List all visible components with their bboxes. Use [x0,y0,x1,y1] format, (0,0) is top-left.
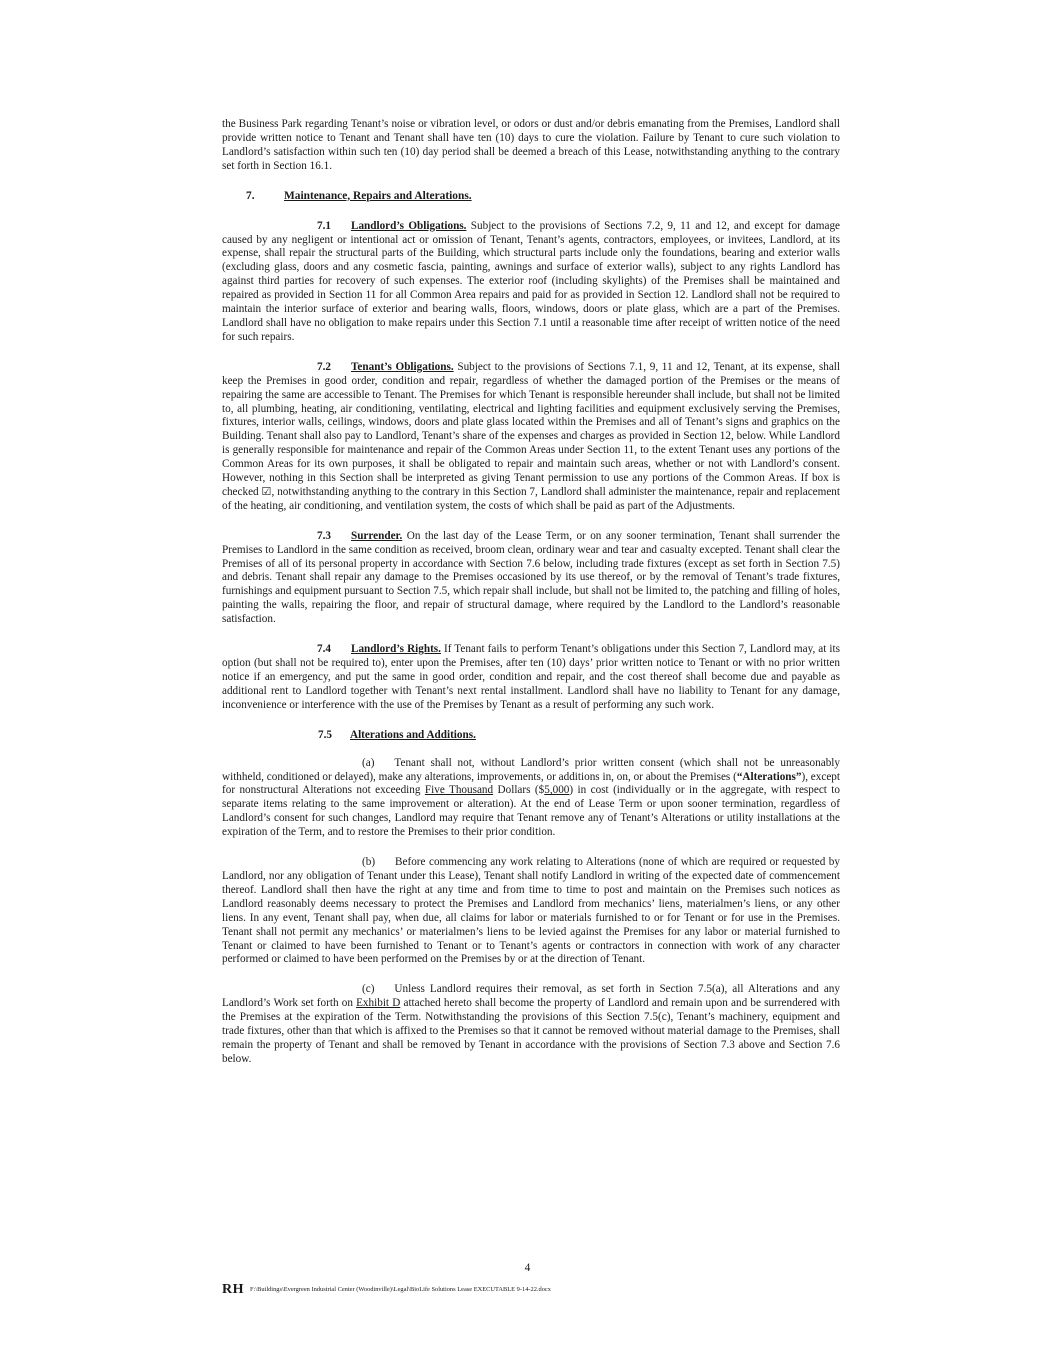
section-7-5-c-paragraph [222,983,840,1066]
footer [222,1280,551,1298]
section-7-3-paragraph [222,530,840,627]
amount-in-words: Five Thousand [424,784,494,797]
section-7-5-c-text-1: Unless Landlord requires their removal, as set forth in Section 7.5(a), all Alterations and any Landlord’s Work set forth on [222,983,840,1010]
section-7-3-text: On the last day of the Lease Term, or on any sooner termination, Tenant shall surrender the Premises to Landlord in the same condition as received, broom clean, ordinary wear and tear and casualty excepted. Tenant shall clear the Premises of all of its personal property in accordance with Section 7.6 below, including trade fixtures (except as set forth in Section 7.5) and debris. Tenant shall repair any damage to the Premises occasioned by its use thereof, or by the removal of Tenant’s trade fixtures, furnishings and equipment pursuant to Section 7.5, which repair shall include, but shall not be limited to, the patching and filling of holes, painting the walls, repairing the floor, and repair of structural damage, where required by the Landlord to the Landlord’s reasonable satisfaction. [222,529,840,626]
section-7-2-number: 7.2 [317,360,331,373]
section-7-1-paragraph [222,220,840,345]
section-7-heading [246,190,840,202]
section-7-2-text: Subject to the provisions of Sections 7.1, 9, 11 and 12, Tenant, at its expense, shall keep the Premises in good order, condition and repair, regardless of whether the damaged portion of the Premises or the means of repairing the same are accessible to Tenant. The Premises for which Tenant is responsible hereunder shall include, but shall not be limited to, all plumbing, heating, air conditioning, ventilating, electrical and lighting facilities and equipment exclusively serving the Premises, fixtures, interior walls, ceilings, windows, doors and plate glass located within the Premises and all of Tenant’s signs and graphics on the Building. Tenant shall also pay to Landlord, Tenant’s share of the expenses and charges as provided in Section 12, below. While Landlord is generally responsible for maintenance and repair of the Common Areas under Section 11, to the extent Tenant uses any portions of the Common Areas for its own purposes, it shall be obligated to repair and maintain such areas, whether or not with Landlord’s consent. However, nothing in this Section shall be interpreted as giving Tenant permission to use any portions of the Common Areas. If box is checked ☑, notwithstanding anything to the contrary in this Section 7, Landlord shall administer the maintenance, repair and replacement of the heating, air conditioning, and ventilation system, the costs of which shall be paid as part of the Adjustments. [222,360,841,512]
section-7-4-paragraph [222,643,840,713]
section-7-5-b-text: Before commencing any work relating to Alterations (none of which are required or requested by Landlord, nor any obligation of Tenant under this Lease), Tenant shall notify Landlord in writing of the expected date of commencement thereof. Landlord shall then have the right at any time and from time to time to post and maintain on the Premises such notices as Landlord reasonably deems necessary to protect the Premises and Landlord from mechanics’ liens, materialmen’s liens, or any other liens. In any event, Tenant shall pay, when due, all claims for labor or materials furnished to or for Tenant or for use in the Premises. Tenant shall not permit any mechanics’ or materialmen’s liens to be levied against the Premises for any labor or material furnished to Tenant or claimed to have been furnished to Tenant or to Tenant’s agents or contractors in connection with work of any character performed or claimed to have been performed on the Premises by or at the direction of Tenant. [222,856,840,966]
section-7-title: Maintenance, Repairs and Alterations. [284,189,472,202]
section-7-number: 7. [246,189,255,202]
section-7-5-number: 7.5 [318,728,332,741]
section-7-5-a-paragraph [222,757,840,840]
section-7-3-number: 7.3 [317,529,331,542]
section-7-5-b-paragraph [222,856,840,967]
section-7-4-number: 7.4 [317,643,331,656]
section-7-3-title: Surrender. [350,529,403,542]
section-7-1-title: Landlord’s Obligations. [350,219,467,232]
section-7-5-a-text-1: Tenant shall not, without Landlord’s prior written consent (which shall not be unreasonably withheld, conditioned or delayed), make any alterations, improvements, or additions in, on, or about the Premises ( [222,756,840,783]
footer-file-path: F:\Buildings\Evergreen Industrial Center (Woodinville)\Legal\BioLife Solutions Lease EXECUTABLE 9-14-22.docx [250,1286,551,1293]
section-7-2-title: Tenant’s Obligations. [350,360,454,373]
section-7-1-number: 7.1 [317,219,331,232]
document-page [222,118,840,1083]
section-7-5-a-label: (a) [362,756,375,769]
section-7-5-a-text-3: Dollars ($ [493,784,545,797]
page-number: 4 [524,1262,531,1274]
section-7-5-c-text-2: attached hereto shall become the property of Landlord and remain upon and be surrendered with the Premises at the expiration of the Term. Notwithstanding the provisions of this Section 7.5(c), Tenant’s machinery, equipment and trade fixtures, other than that which is affixed to the Premises so that it cannot be removed without material damage to the Premises, shall remain the property of Tenant and shall be removed by Tenant in accordance with the provisions of Section 7.3 above and Section 7.6 below. [222,997,840,1065]
alterations-defined-term: “Alterations” [736,770,802,783]
continuation-paragraph: the Business Park regarding Tenant’s noise or vibration level, or odors or dust and/or debris emanating from the Premises, Landlord shall provide written notice to Tenant and Tenant shall have ten (10) days to cure the violation. Failure by Tenant to cure such violation to Landlord’s satisfaction within such ten (10) day period shall be deemed a breach of this Lease, notwithstanding anything to the contrary set forth in Section 16.1. [222,118,840,172]
section-7-2-paragraph [222,361,840,514]
section-7-5-title: Alterations and Additions. [349,728,476,741]
section-7-4-title: Landlord’s Rights. [350,643,441,656]
section-7-1-text: Subject to the provisions of Sections 7.2, 9, 11 and 12, and except for damage caused by any negligent or intentional act or omission of Tenant, Tenant’s agents, contractors, employees, or invitees, Landlord, at its expense, shall repair the structural parts of the Building, which structural parts include only the foundations, bearing and exterior walls (excluding glass, doors and any cosmetic fascia, painting, awnings and surface of exterior walls), subject to any rights Landlord has against third parties for recovery of such expenses. The exterior roof (including skylights) of the Premises shall be maintained and repaired as provided in Section 11 for all Common Area repairs and paid for as provided in Section 12. Landlord shall not be required to maintain the interior surface of exterior and bearing walls, floors, windows, doors or plate glass, which are a part of the Premises. Landlord shall have no obligation to make repairs under this Section 7.1 until a reasonable time after receipt of written notice of the need for such repairs. [222,219,840,343]
section-7-5-c-label: (c) [362,983,375,996]
exhibit-d-reference: Exhibit D [356,997,401,1010]
footer-initials: RH [222,1282,244,1297]
section-7-5-a-text-2: ), except for nonstructural Alterations not exceeding [222,770,840,797]
amount-figure: 5,000 [544,784,570,797]
section-7-5-a-text-4: ) in cost (individually or in the aggregate, with respect to separate items relating to the same improvement or alteration). At the end of Lease Term or upon sooner termination, regardless of Landlord’s consent for such changes, Landlord may require that Tenant remove any of Tenant’s Alterations or utility installations at the expiration of the Term, and to restore the Premises to their prior condition. [222,784,841,839]
section-7-5-heading [318,729,840,741]
section-7-5-b-label: (b) [362,856,376,869]
section-7-4-text: If Tenant fails to perform Tenant’s obligations under this Section 7, Landlord may, at its option (but shall not be required to), enter upon the Premises, after ten (10) days’ prior written notice to Tenant or with no prior written notice if an emergency, and put the same in good order, condition and repair, and the cost thereof shall become due and payable as additional rent to Landlord together with Tenant’s next rental installment. Landlord shall have no liability to Tenant for any damage, inconvenience or interference with the use of the Premises by Tenant as a result of performing any such work. [222,643,840,711]
